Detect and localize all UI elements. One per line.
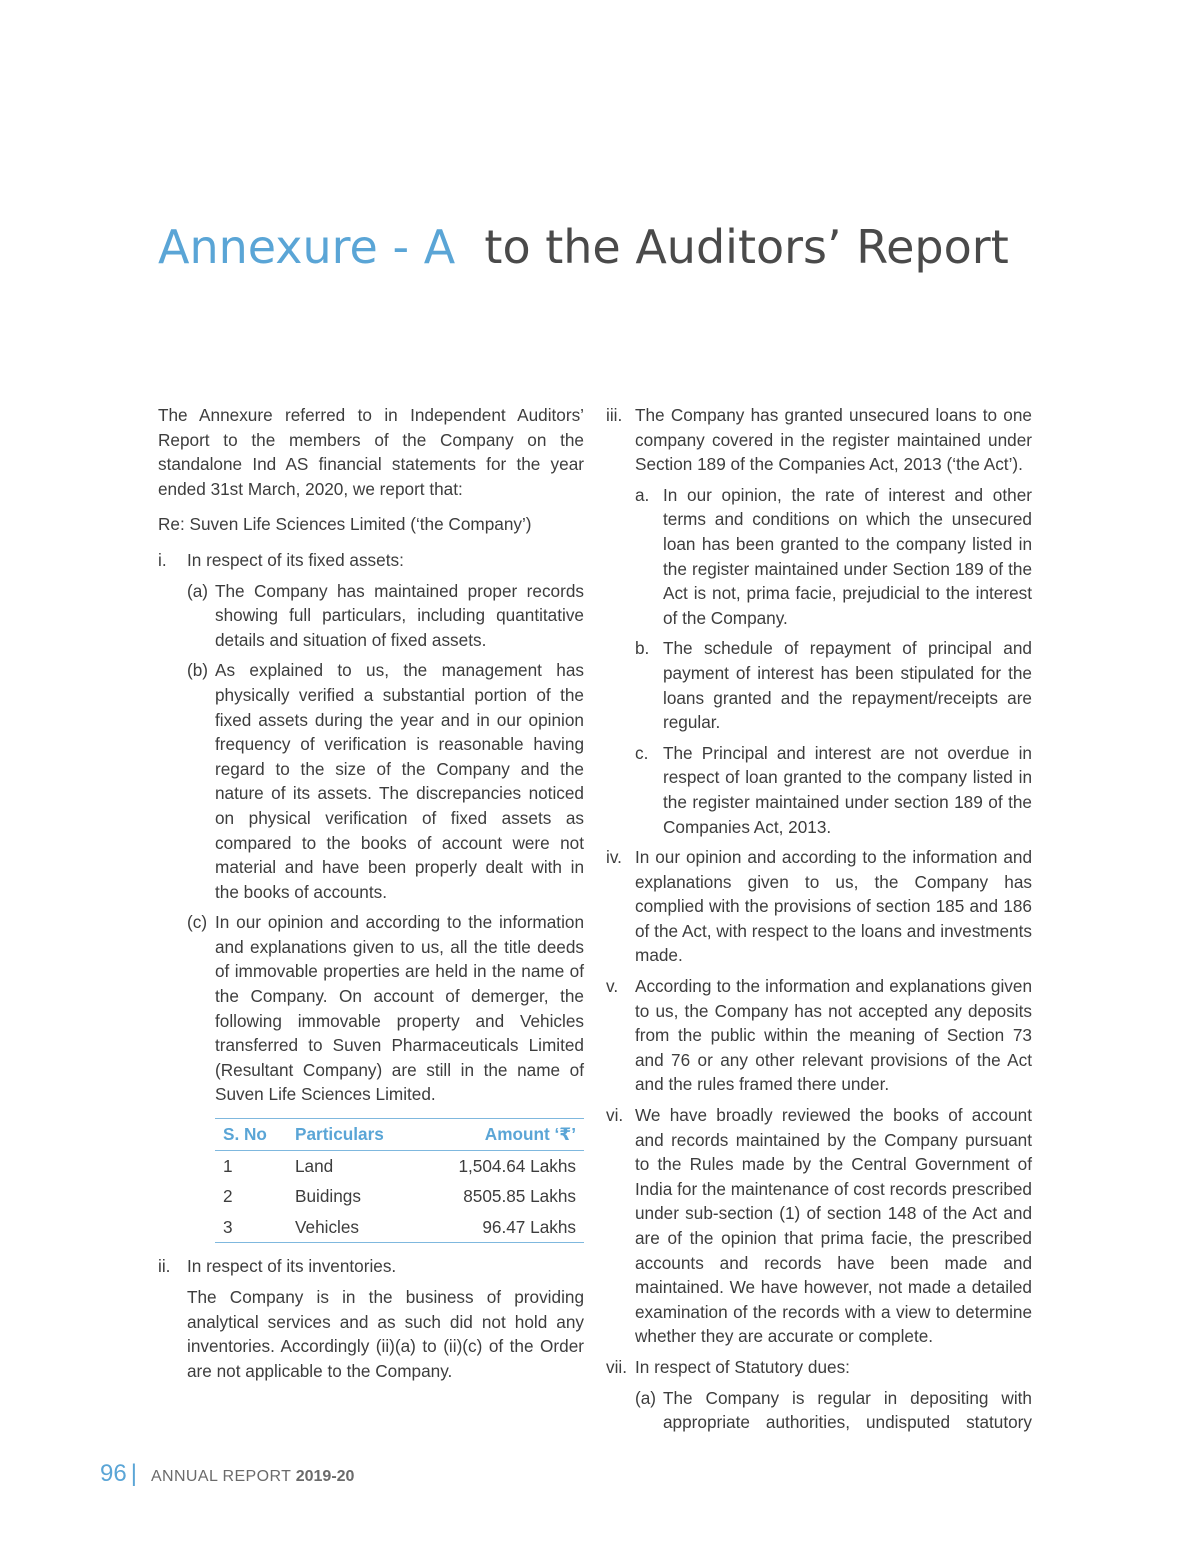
- report-year: 2019-20: [295, 1468, 355, 1485]
- table-row: [215, 1150, 584, 1181]
- cell-particulars: Vehicles: [287, 1212, 418, 1243]
- item-number: ii.: [158, 1256, 171, 1277]
- item-iv: [606, 845, 1032, 968]
- sub-item-c: [635, 741, 1032, 839]
- cell-particulars: Land: [295, 1155, 334, 1176]
- cell-amount: 8505.85 Lakhs: [463, 1186, 576, 1207]
- sub-item-a: [635, 483, 1032, 631]
- item-number: vi.: [606, 1105, 624, 1126]
- sub-item-c: [187, 910, 584, 1107]
- left-column: [158, 403, 584, 1383]
- report-name: ANNUAL REPORT: [150, 1468, 292, 1485]
- item-text: The Company has granted unsecured loans to one company covered in the register maintained under Section 189 of the Companies Act, 2013 (‘the Act’).: [635, 405, 1032, 475]
- item-text: According to the information and explanations given to us, the Company has not accepted any deposits from the public within the meaning of Section 73 and 76 or any other relevant provisions of the Act and the rules framed there under.: [635, 976, 1032, 1095]
- sub-item-number: (b): [187, 660, 209, 681]
- sub-item-text: In our opinion, the rate of interest and other terms and conditions on which the unsecured loan has been granted to the company listed in the register maintained under Section 189 of the Act is not, prima facie, prejudicial to the interest of the Company.: [663, 484, 1032, 628]
- sub-item-text: The Company is regular in depositing with appropriate authorities, undisputed statutory: [663, 1387, 1032, 1433]
- sub-item-text: The Company has maintained proper records showing full particulars, including quantitative details and situation of fixed assets.: [215, 580, 584, 650]
- page-footer: [100, 1460, 354, 1488]
- item-text: In respect of its fixed assets:: [187, 549, 404, 570]
- item-text: In our opinion and according to the information and explanations given to us, the Company has complied with the provisions of section 185 and 186 of the Act, with respect to the loans and investments made.: [635, 847, 1032, 966]
- item-text: In respect of its inventories.: [187, 1256, 397, 1277]
- cell-amount: 96.47 Lakhs: [418, 1212, 584, 1243]
- intro-paragraph: The Annexure referred to in Independent Auditors’ Report to the members of the Company on the standalone Ind AS financial statements for the year ended 31st March, 2020, we report that:: [158, 405, 584, 499]
- item-vii: [606, 1355, 1032, 1435]
- title-accent: Annexure - A: [158, 220, 456, 274]
- column-header-amount: Amount ‘₹’: [418, 1119, 584, 1151]
- item-i: [158, 548, 584, 1243]
- column-header-particulars: Particulars: [287, 1119, 418, 1151]
- transferred-assets-table: [215, 1118, 584, 1243]
- sub-item-b: [635, 636, 1032, 734]
- cell-sno: 2: [223, 1186, 233, 1207]
- sub-item-number: b.: [635, 638, 650, 659]
- cell-sno: 3: [215, 1212, 287, 1243]
- footer-separator: |: [130, 1460, 137, 1487]
- sub-item-a: [635, 1386, 1032, 1435]
- item-number: i.: [158, 549, 167, 570]
- title-rest: to the Auditors’ Report: [484, 220, 1009, 274]
- cell-sno: 1: [223, 1155, 233, 1176]
- item-text: We have broadly reviewed the books of account and records maintained by the Company pursuant to the Rules made by the Central Government of India for the maintenance of cost records prescribed under sub-section (1) of section 148 of the Act and are of the opinion that prima facie, the prescribed accounts and records have been made and maintained. We have however, not made a detailed examination of the records with a view to determine whether they are accurate or complete.: [635, 1105, 1032, 1347]
- sub-item-number: (a): [635, 1387, 657, 1408]
- page-number: 96: [100, 1460, 127, 1487]
- column-header-sno: S. No: [215, 1119, 287, 1151]
- item-text: In respect of Statutory dues:: [635, 1356, 850, 1377]
- sub-item-text: In our opinion and according to the information and explanations given to us, all the title deeds of immovable properties are held in the name of the Company. On account of demerger, the following immovable property and Vehicles transferred to Suven Pharmaceuticals Limited (Resultant Company) are still in the name of Suven Life Sciences Limited.: [215, 912, 584, 1105]
- cell-amount: 1,504.64 Lakhs: [458, 1155, 576, 1176]
- page-title: [158, 216, 1009, 278]
- sub-item-text: The Principal and interest are not overdue in respect of loan granted to the company listed in the register maintained under section 189 of the Companies Act, 2013.: [663, 742, 1032, 837]
- table-header-row: [215, 1119, 584, 1151]
- sub-item-number: (a): [187, 580, 209, 601]
- table-row: [215, 1212, 584, 1243]
- sub-item-number: c.: [635, 742, 649, 763]
- cell-particulars: Buidings: [295, 1186, 361, 1207]
- item-paragraph: The Company is in the business of providing analytical services and as such did not hold any inventories. Accordingly (ii)(a) to (ii)(c) of the Order are not applicable to the Company.: [187, 1287, 584, 1381]
- sub-item-a: [187, 579, 584, 653]
- sub-item-b: [187, 658, 584, 904]
- item-number: iii.: [606, 405, 623, 425]
- right-column: [606, 403, 1032, 1435]
- item-number: vii.: [606, 1356, 628, 1377]
- item-ii: [158, 1254, 584, 1383]
- table-row: [215, 1181, 584, 1212]
- sub-item-number: a.: [635, 484, 650, 505]
- item-number: iv.: [606, 847, 622, 868]
- item-vi: [606, 1103, 1032, 1349]
- sub-item-text: As explained to us, the management has physically verified a substantial portion of the fixed assets during the year and in our opinion frequency of verification is reasonable having regard to the size of the Company and the nature of its assets. The discrepancies noticed on physical verification of fixed assets as compared to the books of account were not material and have been properly dealt with in the books of accounts.: [215, 660, 584, 902]
- sub-item-text: The schedule of repayment of principal and payment of interest has been stipulated for the loans granted and the repayment/receipts are regular.: [663, 638, 1032, 733]
- item-iii: [606, 403, 1032, 839]
- item-number: v.: [606, 976, 619, 997]
- sub-item-number: (c): [187, 912, 208, 933]
- re-line: Re: Suven Life Sciences Limited (‘the Company’): [158, 514, 532, 535]
- item-v: [606, 974, 1032, 1097]
